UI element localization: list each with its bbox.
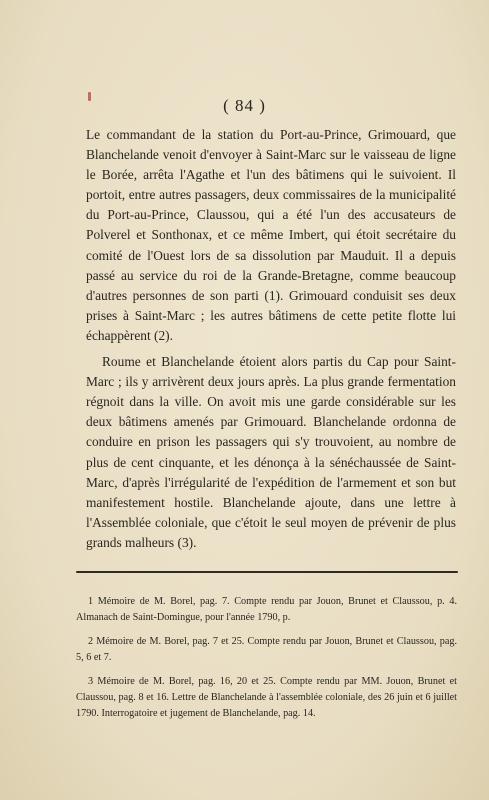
footnote-2: 2 Mémoire de M. Borel, pag. 7 et 25. Compte rendu par Jouon, Brunet et Claussou, pag. 5, 6 et 7. bbox=[76, 635, 457, 664]
main-text bbox=[86, 125, 456, 553]
page-number: ( 84 ) bbox=[223, 96, 266, 115]
paragraph-1: Le commandant de la station du Port-au-Prince, Grimouard, que Blanchelande venoit d'envoyer à Saint-Marc sur le vaisseau de ligne le Borée, arrêta l'Agathe et l'un des bâtimens qui le suivoient. Il portoit, entre autres passagers, deux commissaires de la municipalité du Port-au-Prince, Claussou, qui a été l'un des accusateurs de Polverel et Sonthonax, et ce même Imbert, qui étoit secrétaire du comité de l'Ouest lors de sa dissolution par Mauduit. Il a depuis passé au service du roi de la Grande-Bretagne, comme beaucoup d'autres personnes de son parti (1). Grimouard conduisit ses deux prises à Saint-Marc ; les autres bâtimens de cette petite flotte lui échappèrent (2). bbox=[86, 127, 456, 343]
footnote-divider bbox=[76, 571, 458, 573]
paragraph-2: Roume et Blanchelande étoient alors partis du Cap pour Saint-Marc ; ils y arrivèrent deux jours après. La plus grande fermentation régnoit dans la ville. On avoit mis une garde considérable sur les deux bâtimens amenés par Grimouard. Blanchelande ordonna de conduire en prison les passagers qui s'y trouvoient, au nombre de plus de cent cinquante, et les dénonça à la sénéchaussée de Saint-Marc, d'après l'irrégularité de l'expédition de l'armement et son but manifestement hostile. Blanchelande ajoute, dans une lettre à l'Assemblée coloniale, que c'étoit le seul moyen de prévenir de plus grands malheurs (3). bbox=[86, 354, 456, 550]
footnotes bbox=[76, 594, 457, 730]
footnote-3: 3 Mémoire de M. Borel, pag. 16, 20 et 25. Compte rendu par MM. Jouon, Brunet et Claussou, pag. 8 et 16. Lettre de Blanchelande à l'assemblée coloniale, des 26 juin et 6 juillet 1790. Interrogatoire et jugement de Blanchelande, pag. 14. bbox=[76, 675, 457, 720]
footnote-1: 1 Mémoire de M. Borel, pag. 7. Compte rendu par Jouon, Brunet et Claussou, p. 4. Almanach de Saint-Domingue, pour l'année 1790, p. bbox=[76, 596, 457, 624]
